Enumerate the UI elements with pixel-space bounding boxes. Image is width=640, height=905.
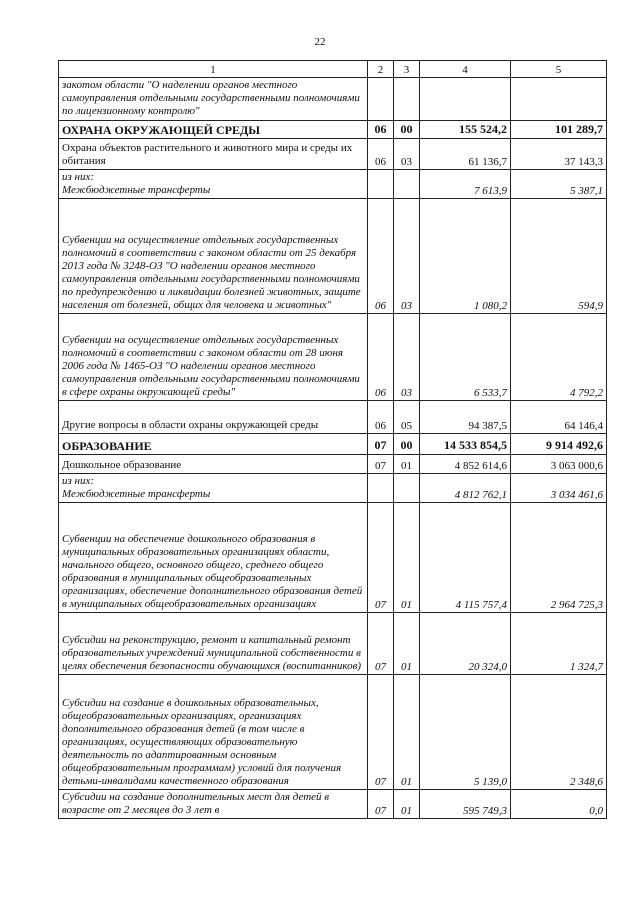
row-subsection-code: 03 [394,139,420,170]
row-amount-actual: 101 289,7 [511,121,607,139]
row-amount-plan: 94 387,5 [420,401,511,434]
table-row [59,675,607,790]
table-row [59,613,607,675]
row-description: ОХРАНА ОКРУЖАЮЩЕЙ СРЕДЫ [59,121,368,139]
row-description: Субвенции на обеспечение дошкольного образования в муниципальных образовательных организациях области, начального общего, основного общего, среднего общего образования в муниципальных общеобразовательных организациях, обеспечение дополнительного образования детей в муниципальных общеобразовательных организациях [59,503,368,613]
row-section-code: 06 [368,139,394,170]
row-section-code: 07 [368,434,394,455]
row-amount-actual [511,78,607,121]
row-subsection-code: 03 [394,314,420,401]
table-row [59,474,607,503]
row-amount-actual: 594,9 [511,199,607,314]
row-description: ОБРАЗОВАНИЕ [59,434,368,455]
row-section-code: 06 [368,314,394,401]
row-amount-actual: 3 034 461,6 [511,474,607,503]
row-subsection-code: 03 [394,199,420,314]
row-description: из них: Межбюджетные трансферты [59,474,368,503]
row-amount-actual: 2 348,6 [511,675,607,790]
row-description: Субвенции на осуществление отдельных государственных полномочий в соответствии с законом области от 25 декабря 2013 года № 3248-ОЗ "О наделении органов местного самоуправления отдельными государственными полномочиями по предупреждению и ликвидации болезней животных, защите населения от болезней, общих для человека и животных" [59,199,368,314]
row-subsection-code: 01 [394,503,420,613]
row-section-code: 07 [368,503,394,613]
row-amount-actual: 5 387,1 [511,170,607,199]
section-row [59,121,607,139]
row-section-code: 07 [368,455,394,474]
row-description: Другие вопросы в области охраны окружающей среды [59,401,368,434]
row-description: Субсидии на создание в дошкольных образовательных, общеобразовательных организациях, организациях дополнительного образования детей (в том числе в организациях, осуществляющих образовательную деятельность по адаптированным основным общеобразовательным программам) условий для получения детьми-инвалидами качественного образования [59,675,368,790]
row-section-code [368,78,394,121]
row-subsection-code [394,78,420,121]
column-header: 3 [394,61,420,78]
row-amount-plan [420,78,511,121]
row-section-code: 07 [368,675,394,790]
table-row [59,503,607,613]
row-amount-plan: 595 749,3 [420,790,511,819]
section-row [59,434,607,455]
row-section-code [368,474,394,503]
row-description: закоmом области "О наделении органов местного самоуправления отдельными государственными полномочиями по лицензионному контролю" [59,78,368,121]
row-amount-plan: 14 533 854,5 [420,434,511,455]
table-row [59,78,607,121]
table-row [59,455,607,474]
row-subsection-code: 01 [394,790,420,819]
row-amount-actual: 1 324,7 [511,613,607,675]
row-subsection-code: 01 [394,613,420,675]
row-amount-actual: 64 146,4 [511,401,607,434]
row-section-code: 06 [368,199,394,314]
row-amount-actual: 4 792,2 [511,314,607,401]
row-subsection-code: 00 [394,121,420,139]
budget-table [58,60,607,819]
row-section-code: 06 [368,401,394,434]
column-header: 5 [511,61,607,78]
row-amount-plan: 155 524,2 [420,121,511,139]
row-amount-plan: 1 080,2 [420,199,511,314]
row-subsection-code [394,170,420,199]
page-number: 22 [314,36,326,48]
row-description: Субсидии на реконструкцию, ремонт и капитальный ремонт образовательных учреждений муниципальной собственности в целях обеспечения безопасности обучающихся (воспитанников) [59,613,368,675]
row-section-code [368,170,394,199]
row-description: Дошкольное образование [59,455,368,474]
row-amount-plan: 4 115 757,4 [420,503,511,613]
row-amount-plan: 61 136,7 [420,139,511,170]
row-subsection-code [394,474,420,503]
row-description: из них: Межбюджетные трансферты [59,170,368,199]
table-row [59,401,607,434]
row-section-code: 07 [368,613,394,675]
column-header: 4 [420,61,511,78]
row-amount-plan: 7 613,9 [420,170,511,199]
row-section-code: 06 [368,121,394,139]
row-amount-plan: 20 324,0 [420,613,511,675]
row-subsection-code: 00 [394,434,420,455]
row-description: Субсидии на создание дополнительных мест для детей в возрасте от 2 месяцев до 3 лет в [59,790,368,819]
row-amount-plan: 4 812 762,1 [420,474,511,503]
table-row [59,790,607,819]
row-amount-actual: 0,0 [511,790,607,819]
table-row [59,170,607,199]
table-row [59,314,607,401]
header-row [59,61,607,78]
column-header: 1 [59,61,368,78]
row-amount-actual: 9 914 492,6 [511,434,607,455]
row-amount-actual: 3 063 000,6 [511,455,607,474]
column-header: 2 [368,61,394,78]
row-amount-plan: 6 533,7 [420,314,511,401]
table-row [59,199,607,314]
table-row [59,139,607,170]
row-subsection-code: 01 [394,455,420,474]
row-description: Охрана объектов растительного и животного мира и среды их обитания [59,139,368,170]
row-amount-actual: 37 143,3 [511,139,607,170]
row-section-code: 07 [368,790,394,819]
row-subsection-code: 05 [394,401,420,434]
row-description: Субвенции на осуществление отдельных государственных полномочий в соответствии с законом области от 28 июня 2006 года № 1465-ОЗ "О наделении органов местного самоуправления отдельными государственными полномочиями в сфере охраны окружающей среды" [59,314,368,401]
row-amount-plan: 5 139,0 [420,675,511,790]
row-amount-plan: 4 852 614,6 [420,455,511,474]
row-amount-actual: 2 964 725,3 [511,503,607,613]
row-subsection-code: 01 [394,675,420,790]
